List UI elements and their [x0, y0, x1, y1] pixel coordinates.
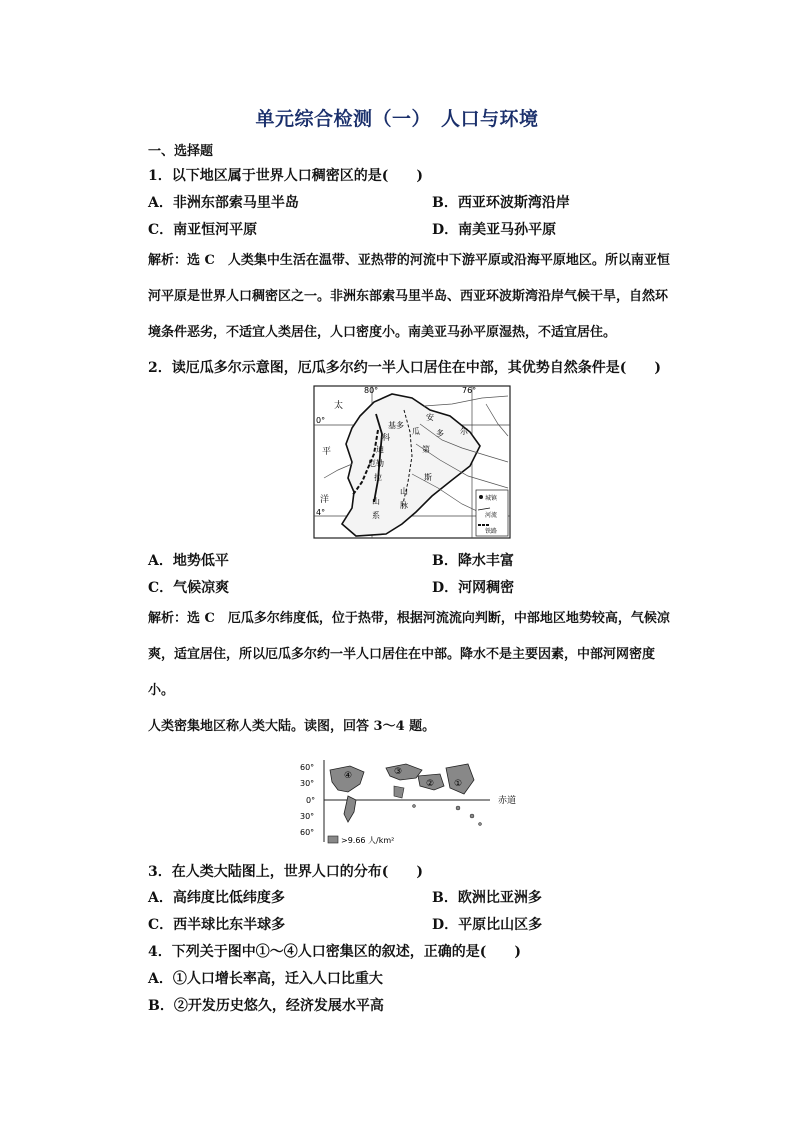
lat-tick-60n: 60° — [300, 763, 315, 772]
label-shan2: 山 — [400, 487, 408, 496]
legend-river: 河流 — [485, 512, 498, 519]
label-er: 尔 — [460, 427, 468, 436]
legend-swatch — [328, 836, 338, 843]
q1-option-d: D．南美亚马孙平原 — [432, 222, 557, 238]
label-di: 迪 — [376, 445, 384, 454]
q1-option-c: C．南亚恒河平原 — [148, 222, 258, 238]
lon-76-label: 76° — [462, 386, 477, 395]
q2-analysis: 解析：选 C 厄瓜多尔纬度低，位于热带，根据河流流向判断，中部地区地势较高，气候凉爽，适宜居住，所以厄瓜多尔约一半人口居住在中部。降水不是主要因素，中部河网密度小。 — [148, 611, 670, 698]
lat-tick-30s: 30° — [300, 812, 315, 821]
q2-option-d: D．河网稠密 — [432, 580, 515, 596]
region-1: ① — [454, 779, 463, 789]
q3-4-lead: 人类密集地区称人类大陆。读图，回答 3～4 题。 — [148, 719, 436, 734]
q2-stem: 2．读厄瓜多尔示意图，厄瓜多尔约一半人口居住在中部，其优势自然条件是( ) — [148, 360, 661, 376]
label-shan: 山 — [372, 497, 380, 506]
europe-dense — [386, 764, 422, 780]
region-3: ③ — [394, 767, 403, 777]
q1-analysis: 解析：选 C 人类集中生活在温带、亚热带的河流中下游平原或沿海平原地区。所以南亚恒河平原是世界人口稠密区之一。非洲东部索马里半岛、西亚环波斯湾沿岸气候干旱，自然环境条件恶劣，不适宜人类居住，人口密度小。南美亚马孙平原湿热，不适宜居住。 — [148, 253, 670, 340]
q4-option-a: A．①人口增长率高，迁入人口比重大 — [148, 971, 383, 987]
world-population-map — [294, 756, 530, 848]
label-di2: 第 — [422, 445, 430, 454]
label-duo: 多 — [396, 421, 404, 430]
q3-option-a: A．高纬度比低纬度多 — [148, 890, 285, 906]
africa-dense — [394, 786, 404, 798]
label-ji: 基 — [388, 421, 396, 430]
section-heading: 一、选择题 — [148, 144, 214, 159]
label-le: 勒 — [376, 459, 384, 468]
island-3 — [479, 823, 482, 826]
q3-stem: 3．在人类大陆图上，世界人口的分布( ) — [148, 864, 423, 880]
label-an: 安 — [426, 413, 434, 422]
label-gua: 瓜 — [412, 427, 420, 436]
q3-option-b: B．欧洲比亚洲多 — [432, 890, 542, 906]
region-4: ④ — [344, 771, 353, 781]
label-e: 厄 — [368, 459, 376, 468]
lat-0-label: 0° — [316, 416, 326, 425]
island-2 — [470, 814, 474, 818]
q1-stem: 1．以下地区属于世界人口稠密区的是( ) — [148, 168, 423, 184]
ecuador-map — [312, 384, 512, 540]
label-duo2: 多 — [436, 429, 444, 438]
q3-option-c: C．西半球比东半球多 — [148, 917, 286, 933]
q2-option-a: A．地势低平 — [148, 553, 229, 569]
equator-label: 赤道 — [498, 796, 517, 806]
ocean-label-1: 太 — [334, 401, 344, 411]
lat-tick-0: 0° — [306, 796, 316, 805]
q4-option-b: B．②开发历史悠久，经济发展水平高 — [148, 998, 384, 1014]
legend-town-symbol — [479, 495, 483, 499]
label-xi: 系 — [372, 511, 380, 520]
q1-option-b: B．西亚环波斯湾沿岸 — [432, 195, 570, 211]
q2-option-c: C．气候凉爽 — [148, 580, 230, 596]
label-la: 拉 — [374, 473, 382, 482]
ocean-label-2: 平 — [322, 447, 332, 457]
lat-tick-30n: 30° — [300, 779, 315, 788]
lon-80-label: 80° — [364, 386, 379, 395]
region-2: ② — [426, 779, 435, 789]
legend-town: 城镇 — [485, 495, 498, 502]
q3-option-d: D．平原比山区多 — [432, 917, 543, 933]
lat-4-label: 4° — [316, 508, 326, 517]
q2-option-b: B．降水丰富 — [432, 553, 514, 569]
q4-stem: 4．下列关于图中①～④人口密集区的叙述，正确的是( ) — [148, 944, 521, 960]
legend-density: >9.66 人/km² — [341, 836, 395, 845]
label-mai: 脉 — [400, 501, 408, 510]
island-4 — [413, 805, 416, 808]
island-1 — [456, 806, 460, 810]
label-si: 斯 — [424, 473, 432, 482]
label-ke: 科 — [382, 433, 390, 442]
lat-tick-60s: 60° — [300, 828, 315, 837]
legend-rail: 铁路 — [485, 528, 498, 535]
page-title: 单元综合检测（一） 人口与环境 — [255, 108, 539, 130]
ocean-label-3: 洋 — [320, 495, 330, 505]
q1-option-a: A．非洲东部索马里半岛 — [148, 195, 299, 211]
